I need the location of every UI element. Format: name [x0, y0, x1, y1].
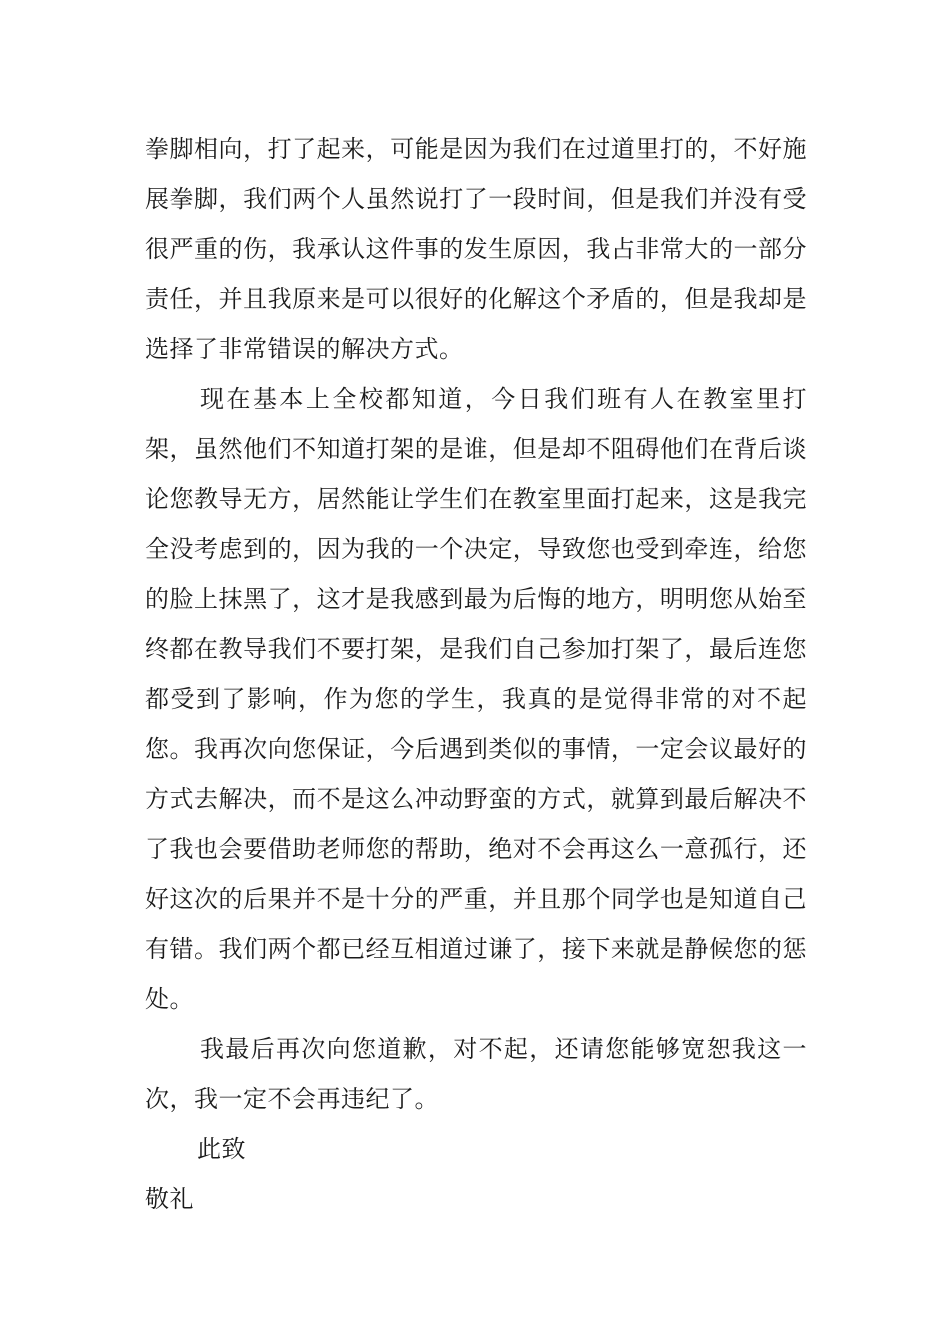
- paragraph-school-aware: 现在基本上全校都知道，今日我们班有人在教室里打架，虽然他们不知道打架的是谁，但是却不阻碍他们在背后谈论您教导无方，居然能让学生们在教室里面打起来，这是我完全没考虑到的，因为我的一个决定，导致您也受到牵连，给您的脸上抹黑了，这才是我感到最为后悔的地方，明明您从始至终都在教导我们不要打架，是我们自己参加打架了，最后连您都受到了影响，作为您的学生，我真的是觉得非常的对不起您。我再次向您保证，今后遇到类似的事情，一定会议最好的方式去解决，而不是这么冲动野蛮的方式，就算到最后解决不了我也会要借助老师您的帮助，绝对不会再这么一意孤行，还好这次的后果并不是十分的严重，并且那个同学也是知道自己有错。我们两个都已经互相道过谦了，接下来就是静候您的惩处。: [145, 385, 807, 1013]
- closing: 敬礼: [145, 1185, 194, 1213]
- paragraph-continuation: 拳脚相向，打了起来，可能是因为我们在过道里打的，不好施展拳脚，我们两个人虽然说打了一段时间，但是我们并没有受很严重的伤，我承认这件事的发生原因，我占非常大的一部分责任，并且我原来是可以很好的化解这个矛盾的，但是我却是选择了非常错误的解决方式。: [145, 135, 807, 363]
- letter-body: [145, 124, 807, 1224]
- paragraph-apology: 我最后再次向您道歉，对不起，还请您能够宽恕我这一次，我一定不会再违纪了。: [145, 1035, 807, 1113]
- salutation: 此致: [197, 1135, 246, 1163]
